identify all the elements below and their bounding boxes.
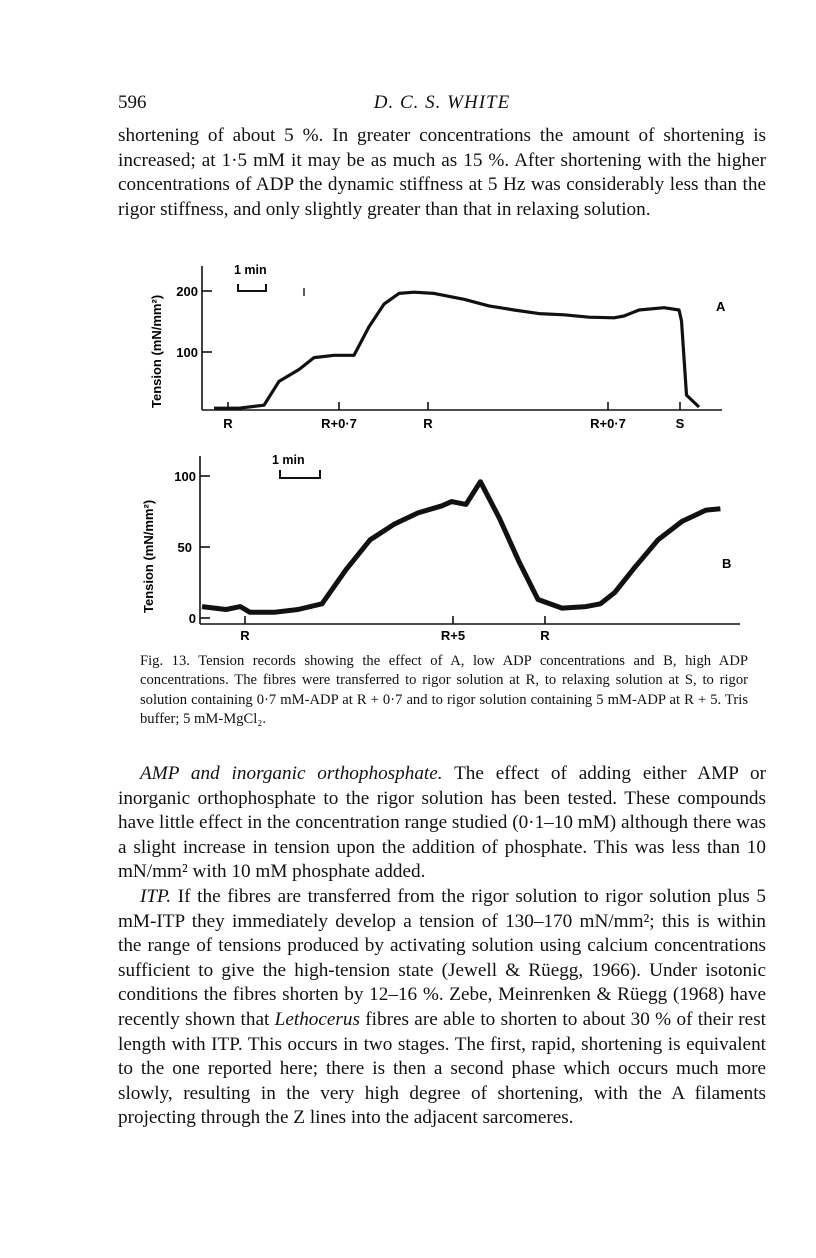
event-label: R [223, 416, 233, 431]
page-number: 596 [118, 92, 147, 113]
panel-label-b: B [722, 556, 732, 571]
paragraph-text: If the fibres are transferred from the rigor solution to rigor solution plus 5 mM-ITP they immediately develop a tension of 130–170 mN/mm²; this is within the range of tensions produced by activating solution using calcium concentrations sufficient to give the high-tension state (Jewell & Rüegg, 1966). Under isotonic conditions the fibres shorten by 12–16 %. Zebe, Meinrenken & Rüegg (1968) have recently shown that [118, 886, 766, 1030]
figure-caption [140, 652, 748, 730]
paragraph-text: fibres are able to shorten to about 30 % of their rest length with ITP. This occurs in two stages. The first, rapid, shortening is equivalent to the one reported here; there is then a second phase which occurs much more slowly, resulting in the very high degree of shortening, with the A filaments projecting through the Z lines into the adjacent sarcomeres. [118, 1008, 766, 1129]
figure-13-panel-a [140, 258, 740, 438]
tension-trace-a [214, 292, 699, 408]
running-title: D. C. S. WHITE [373, 92, 511, 113]
event-label: R [240, 628, 250, 643]
y-axis-a [202, 266, 212, 410]
y-tick-label: 200 [176, 284, 198, 299]
event-markers-a [223, 402, 684, 431]
event-label: R [540, 628, 550, 643]
section-heading: AMP and inorganic orthophosphate. [140, 763, 443, 784]
scale-bar-label: 1 min [272, 453, 305, 467]
section-heading: ITP. [140, 886, 172, 907]
event-label: R+0·7 [321, 416, 357, 431]
event-markers-b [240, 616, 550, 643]
paragraph-text: The effect of adding either AMP or inorganic orthophosphate to the rigor solution has been tested. These compounds have little effect in the concentration range studied (0·1–10 mM) although there was a slight increase in tension upon the addition of phosphate. This was less than 10 mN/mm² with 10 mM phosphate added. [118, 763, 767, 883]
scale-bar-label: 1 min [234, 263, 267, 277]
scale-bar [234, 263, 267, 291]
scale-bar [272, 453, 320, 478]
paragraph-text: shortening of about 5 %. In greater concentrations the amount of shortening is increased; at 1·5 mM it may be as much as 15 %. After shortening with the higher concentrations of ADP the dynamic stiffness at 5 Hz was considerably less than the rigor stiffness, and only slightly greater than that in relaxing solution. [118, 125, 766, 220]
paragraph-amp [118, 762, 766, 885]
event-label: R [423, 416, 433, 431]
y-tick-label: 100 [174, 469, 196, 484]
paragraph-itp [118, 885, 766, 1131]
paragraph-shortening [118, 124, 766, 222]
y-tick-label: 50 [177, 540, 192, 555]
panel-label-a: A [716, 299, 726, 314]
y-axis-label: Tension (mN/mm²) [141, 499, 156, 613]
y-tick-label: 100 [176, 345, 198, 360]
figure-number: Fig. 13. [140, 653, 190, 669]
caption-text: Tension records showing the effect of A, low ADP concentrations and B, high ADP concentrations. The fibres were transferred to rigor solution at R, to relaxing solution at S, to rigor solution containing 0·7 mM-ADP at R + 0·7 and to rigor solution containing 5 mM-ADP at R + 5. Tris buffer; 5 mM-MgCl₂. [140, 653, 748, 728]
event-label: S [675, 416, 685, 431]
event-label: R+0·7 [590, 416, 626, 431]
event-label: R+5 [440, 628, 466, 643]
y-axis-b [200, 456, 210, 624]
tension-trace-b [202, 482, 720, 613]
figure-13-panel-b [140, 448, 740, 648]
genus-name: Lethocerus [274, 1008, 360, 1030]
y-axis-label: Tension (mN/mm²) [149, 294, 164, 408]
y-tick-label: 0 [188, 611, 196, 626]
